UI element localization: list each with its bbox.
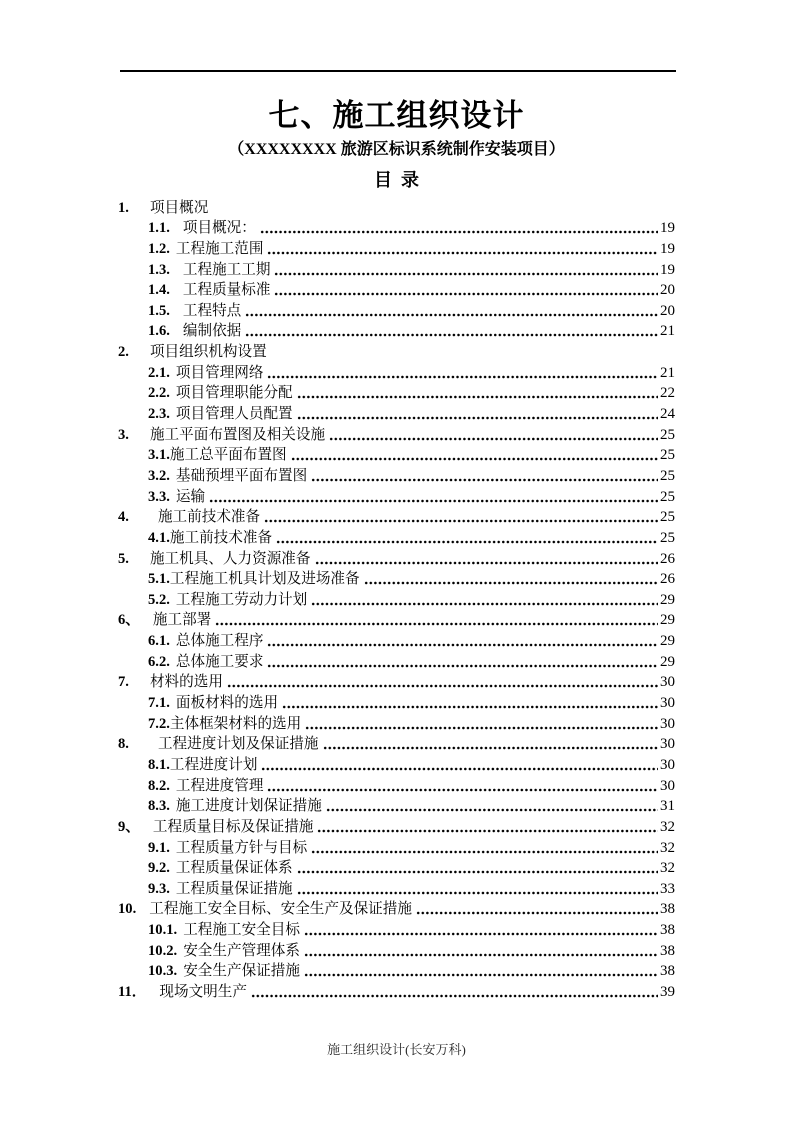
page-number: 25 <box>660 426 675 443</box>
entry-title: 面板材料的选用 <box>175 695 279 712</box>
dot-leader <box>260 229 658 235</box>
toc-entry[interactable] <box>118 918 675 939</box>
entry-title: 施工进度计划保证措施 <box>175 798 322 815</box>
page-number: 25 <box>660 488 675 505</box>
entry-title: 总体施工要求 <box>175 653 264 670</box>
entry-number: 1.5. <box>148 302 170 319</box>
toc-entry[interactable] <box>118 877 675 898</box>
toc-entry[interactable] <box>118 279 675 300</box>
entry-number: 8. <box>118 736 129 753</box>
dot-leader <box>317 828 658 834</box>
entry-title: 施工总平面布置图 <box>169 447 287 464</box>
page-number: 25 <box>660 509 675 526</box>
entry-title: 工程进度计划及保证措施 <box>157 736 319 753</box>
toc-entry[interactable] <box>118 980 675 1001</box>
page-number: 19 <box>660 240 675 257</box>
entry-number: 3.2. <box>148 467 170 484</box>
page-number: 26 <box>660 571 675 588</box>
entry-number: 10.3. <box>148 963 178 980</box>
dot-leader <box>274 271 658 277</box>
entry-title: 安全生产保证措施 <box>183 963 300 980</box>
dot-leader <box>311 477 658 483</box>
page-number: 30 <box>660 736 675 753</box>
entry-title: 运输 <box>175 488 206 505</box>
entry-title: 安全生产管理体系 <box>183 942 300 959</box>
page-number: 25 <box>660 529 675 546</box>
entry-title: 主体框架材料的选用 <box>169 715 302 732</box>
entry-number: 4. <box>118 509 129 526</box>
entry-number: 7.1. <box>148 695 170 712</box>
toc-entry[interactable] <box>118 712 675 733</box>
entry-title: 基础预埋平面布置图 <box>175 467 308 484</box>
toc-entry[interactable] <box>118 340 675 361</box>
entry-title: 工程质量保证体系 <box>175 860 293 877</box>
page-number: 21 <box>660 323 675 340</box>
page-number: 29 <box>660 591 675 608</box>
toc-entry[interactable] <box>118 547 675 568</box>
document-title: 七、施工组织设计 <box>268 98 525 133</box>
dot-leader <box>282 704 658 710</box>
dot-leader <box>276 539 658 545</box>
page-number: 31 <box>660 798 675 815</box>
page-number: 30 <box>660 777 675 794</box>
entry-number: 5.1. <box>148 571 170 588</box>
entry-title: 施工前技术准备 <box>169 529 273 546</box>
entry-title: 工程施工劳动力计划 <box>175 591 308 608</box>
page-number: 25 <box>660 447 675 464</box>
entry-number: 10. <box>118 901 137 918</box>
toc-entry[interactable] <box>118 464 675 485</box>
dot-leader <box>323 745 659 751</box>
toc-entry[interactable] <box>118 588 675 609</box>
entry-title: 工程进度管理 <box>175 777 264 794</box>
toc-entry[interactable] <box>118 299 675 320</box>
toc-entry[interactable] <box>118 485 675 506</box>
toc-entry[interactable] <box>118 650 675 671</box>
page-number: 21 <box>660 364 675 381</box>
entry-title: 施工部署 <box>152 612 212 629</box>
toc-entry[interactable] <box>118 526 675 547</box>
entry-number: 2.3. <box>148 406 170 423</box>
entry-number: 1.3. <box>148 261 170 278</box>
dot-leader <box>261 766 658 772</box>
dot-leader <box>304 972 658 978</box>
entry-number: 8.2. <box>148 777 170 794</box>
dot-leader <box>311 849 658 855</box>
page-number: 26 <box>660 550 675 567</box>
page-number: 30 <box>660 695 675 712</box>
toc-entry[interactable] <box>118 568 675 589</box>
entry-number: 7.2. <box>148 715 170 732</box>
entry-title: 项目概况： <box>182 220 256 237</box>
entry-number: 5.2. <box>148 591 170 608</box>
dot-leader <box>364 580 658 586</box>
entry-number: 1.2. <box>148 240 170 257</box>
entry-title: 工程质量方针与目标 <box>175 839 308 856</box>
entry-number: 8.1. <box>148 756 170 773</box>
entry-title: 总体施工程序 <box>175 633 264 650</box>
entry-title: 工程质量目标及保证措施 <box>152 818 314 835</box>
dot-leader <box>297 890 658 896</box>
page-number: 39 <box>660 983 675 1000</box>
footer-text: 施工组织设计(长安万科) <box>327 1042 466 1057</box>
page-number: 20 <box>660 282 675 299</box>
entry-number: 1.1. <box>148 220 170 237</box>
page-number: 19 <box>660 261 675 278</box>
toc-entry[interactable] <box>118 320 675 341</box>
dot-leader <box>297 415 658 421</box>
toc-entry[interactable] <box>118 402 675 423</box>
entry-number: 9.2. <box>148 860 170 877</box>
entry-title: 材料的选用 <box>149 674 223 691</box>
page-number: 19 <box>660 220 675 237</box>
page-number: 29 <box>660 612 675 629</box>
page-number: 30 <box>660 674 675 691</box>
entry-number: 1. <box>118 199 129 216</box>
page-number: 32 <box>660 860 675 877</box>
entry-title: 工程施工范围 <box>175 240 264 257</box>
toc-entry[interactable] <box>118 609 675 630</box>
dot-leader <box>311 601 658 607</box>
entry-title: 工程进度计划 <box>169 756 258 773</box>
page-number: 22 <box>660 385 675 402</box>
document-subtitle: （XXXXXXXX 旅游区标识系统制作安装项目） <box>228 141 565 158</box>
dot-leader <box>291 456 658 462</box>
dot-leader <box>329 436 658 442</box>
dot-leader <box>251 993 658 999</box>
page-number: 32 <box>660 818 675 835</box>
entry-number: 11． <box>118 983 147 1000</box>
page-number: 38 <box>660 922 675 939</box>
entry-title: 工程特点 <box>182 302 242 319</box>
toc-entry[interactable] <box>118 691 675 712</box>
entry-number: 10.1. <box>148 922 178 939</box>
entry-title: 施工前技术准备 <box>157 509 261 526</box>
dot-leader <box>209 498 658 504</box>
toc-entry[interactable] <box>118 939 675 960</box>
toc-entry[interactable] <box>118 857 675 878</box>
entry-title: 工程施工机具计划及进场准备 <box>169 571 360 588</box>
page-number: 30 <box>660 715 675 732</box>
toc-entry[interactable] <box>118 258 675 279</box>
entry-number: 6.1. <box>148 633 170 650</box>
dot-leader <box>274 291 658 297</box>
toc-entry[interactable] <box>118 774 675 795</box>
entry-number: 2.2. <box>148 385 170 402</box>
dot-leader <box>227 683 658 689</box>
entry-number: 1.6. <box>148 323 170 340</box>
page-number: 30 <box>660 756 675 773</box>
dot-leader <box>245 312 658 318</box>
dot-leader <box>304 931 658 937</box>
toc-entry[interactable] <box>118 237 675 258</box>
page-number: 38 <box>660 901 675 918</box>
toc-entry[interactable] <box>118 423 675 444</box>
toc-list <box>118 196 675 1001</box>
dot-leader <box>264 518 658 524</box>
entry-number: 5. <box>118 550 129 567</box>
entry-number: 9.3. <box>148 880 170 897</box>
entry-number: 6.2. <box>148 653 170 670</box>
entry-number: 2.1. <box>148 364 170 381</box>
entry-number: 2. <box>118 344 129 361</box>
page-number: 29 <box>660 653 675 670</box>
entry-title: 项目管理网络 <box>175 364 264 381</box>
entry-number: 6、 <box>118 612 140 629</box>
dot-leader <box>245 332 658 338</box>
entry-title: 工程施工工期 <box>182 261 271 278</box>
entry-title: 工程质量保证措施 <box>175 880 293 897</box>
entry-number: 3. <box>118 426 129 443</box>
entry-title: 项目概况 <box>149 199 209 216</box>
dot-leader <box>416 910 658 916</box>
dot-leader <box>326 807 658 813</box>
entry-title: 工程质量标准 <box>182 282 271 299</box>
toc-entry[interactable] <box>118 629 675 650</box>
entry-title: 施工平面布置图及相关设施 <box>149 426 326 443</box>
page-number: 38 <box>660 963 675 980</box>
dot-leader <box>297 394 658 400</box>
toc-entry[interactable] <box>118 733 675 754</box>
toc-entry[interactable] <box>118 753 675 774</box>
dot-leader <box>267 250 658 256</box>
header-rule <box>120 70 676 72</box>
dot-leader <box>297 869 658 875</box>
page-number: 20 <box>660 302 675 319</box>
toc-entry[interactable] <box>118 795 675 816</box>
entry-number: 10.2. <box>148 942 178 959</box>
entry-title: 项目管理职能分配 <box>175 385 293 402</box>
dot-leader <box>267 642 658 648</box>
entry-title: 施工机具、人力资源准备 <box>149 550 311 567</box>
dot-leader <box>267 787 658 793</box>
entry-title: 工程施工安全目标 <box>183 922 300 939</box>
dot-leader <box>315 560 659 566</box>
toc-entry[interactable] <box>118 196 675 217</box>
dot-leader <box>305 725 658 731</box>
page-number: 32 <box>660 839 675 856</box>
toc-entry[interactable] <box>118 898 675 919</box>
toc-entry[interactable] <box>118 815 675 836</box>
entry-title: 工程施工安全目标、安全生产及保证措施 <box>149 901 412 918</box>
dot-leader <box>304 952 658 958</box>
toc-entry[interactable] <box>118 836 675 857</box>
dot-leader <box>215 621 658 627</box>
entry-number: 8.3. <box>148 798 170 815</box>
page-number: 25 <box>660 467 675 484</box>
toc-entry[interactable] <box>118 444 675 465</box>
toc-heading: 目 录 <box>374 170 419 190</box>
entry-number: 9.1. <box>148 839 170 856</box>
page-number: 33 <box>660 880 675 897</box>
page-number: 29 <box>660 633 675 650</box>
toc-entry[interactable] <box>118 506 675 527</box>
entry-number: 9、 <box>118 818 140 835</box>
entry-number: 3.1. <box>148 447 170 464</box>
page-number: 24 <box>660 406 675 423</box>
toc-entry[interactable] <box>118 960 675 981</box>
entry-number: 7. <box>118 674 129 691</box>
entry-number: 4.1. <box>148 529 170 546</box>
toc-entry[interactable] <box>118 671 675 692</box>
entry-title: 编制依据 <box>182 323 242 340</box>
dot-leader <box>267 374 658 380</box>
entry-number: 1.4. <box>148 282 170 299</box>
toc-entry[interactable] <box>118 217 675 238</box>
page-number: 38 <box>660 942 675 959</box>
dot-leader <box>267 663 658 669</box>
entry-title: 现场文明生产 <box>159 983 247 1000</box>
toc-entry[interactable] <box>118 382 675 403</box>
toc-entry[interactable] <box>118 361 675 382</box>
entry-number: 3.3. <box>148 488 170 505</box>
entry-title: 项目组织机构设置 <box>149 344 267 361</box>
entry-title: 项目管理人员配置 <box>175 406 293 423</box>
